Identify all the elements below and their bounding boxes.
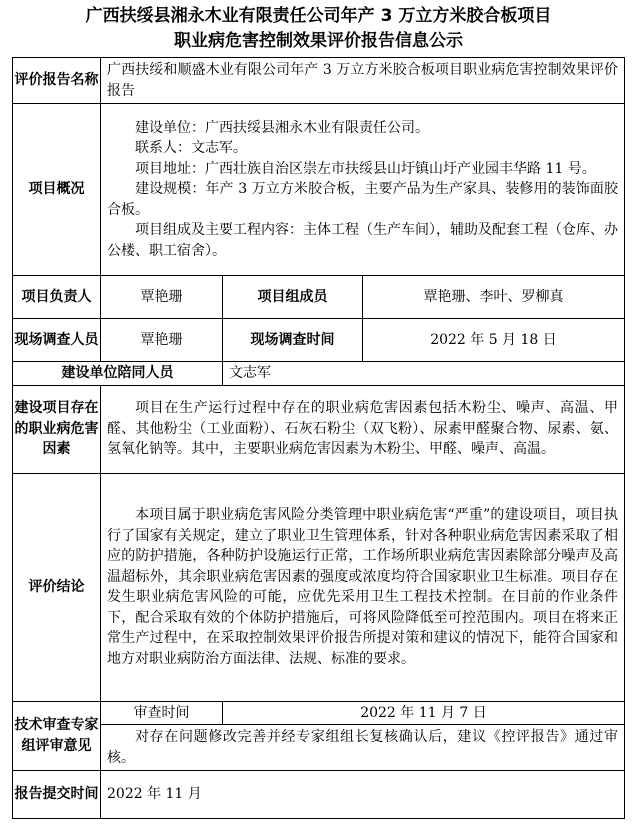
table-row-leader [13,276,625,319]
hazards-text: 项目在生产运行过程中存在的职业病危害因素包括木粉尘、噪声、高温、甲醛、其他粉尘（工业面粉）、石灰石粉尘（双飞粉）、尿素甲醛聚合物、尿素、氨、氢氧化钠等。其中，主要职业病危害因素为木粉尘、甲醛、噪声、高温。 [107,400,618,458]
members-label: 项目组成员 [223,276,363,319]
table-row-overview [13,104,625,276]
overview-scale: 建设规模：年产 3 万立方米胶合板，主要产品为生产家具、装修用的装饰面胶合板。 [107,181,618,218]
overview-content [101,104,625,276]
escort-value: 文志军 [223,362,625,386]
survey-value: 覃艳珊 [101,319,223,362]
table-row-survey [13,319,625,362]
submit-value: 2022 年 11 月 [101,771,625,819]
overview-unit: 建设单位：广西扶绥县湘永木业有限责任公司。 [135,119,429,136]
conclusion-cell [101,473,625,701]
disclosure-table [12,57,625,819]
table-row-hazards [13,385,625,473]
report-name-value: 广西扶绥和顺盛木业有限公司年产 3 万立方米胶合板项目职业病危害控制效果评价报告 [101,58,625,104]
document-title [0,4,637,54]
review-opinion-cell [101,725,625,771]
report-name-label: 评价报告名称 [13,58,101,104]
leader-label: 项目负责人 [13,276,101,319]
hazards-cell [101,385,625,473]
overview-contact: 联系人：文志军。 [135,140,247,157]
hazards-label: 建设项目存在的职业病危害因素 [13,385,101,473]
conclusion-label: 评价结论 [13,473,101,701]
title-line-1: 广西扶绥县湘永木业有限责任公司年产 3 万立方米胶合板项目 [85,6,552,26]
survey-time-value: 2022 年 5 月 18 日 [363,319,625,362]
review-time-label: 审查时间 [101,701,223,725]
overview-label: 项目概况 [13,104,101,276]
members-value: 覃艳珊、李叶、罗柳真 [363,276,625,319]
review-time-value: 2022 年 11 月 7 日 [223,701,625,725]
overview-address: 项目地址：广西壮族自治区崇左市扶绥县山圩镇山圩产业园丰华路 11 号。 [135,160,596,177]
review-label: 技术审查专家组评审意见 [13,701,101,771]
table-row-conclusion [13,473,625,701]
title-line-2: 职业病危害控制效果评价报告信息公示 [174,31,463,51]
survey-time-label: 现场调查时间 [223,319,363,362]
submit-label: 报告提交时间 [13,771,101,819]
table-row-review-time [13,701,625,725]
table-row-escort [13,362,625,386]
overview-composition: 项目组成及主要工程内容：主体工程（生产车间），辅助及配套工程（仓库、办公楼、职工宿舍）。 [107,222,618,259]
survey-label: 现场调查人员 [13,319,101,362]
conclusion-text: 本项目属于职业病危害风险分类管理中职业病危害“严重”的建设项目，项目执行了国家有关规定，建立了职业卫生管理体系，针对各种职业病危害因素采取了相应的防护措施，各种防护设施运行正常，工作场所职业病危害因素除部分噪声及高温超标外，其余职业病危害因素的强度或浓度均符合国家职业卫生标准。项目存在发生职业病危害风险的可能，应优先采用卫生工程技术控制。在目前的作业条件下，配合采取有效的个体防护措施后，可将风险降低至可控范围内。项目在将来正常生产过程中，在采取控制效果评价报告所提对策和建议的情况下，能符合国家和地方对职业病防治方面法律、法规、标准的要求。 [107,507,618,667]
table-row-review-opinion [13,725,625,771]
table-row-report-name [13,58,625,104]
table-row-submit [13,771,625,819]
escort-label: 建设单位陪同人员 [13,362,223,386]
review-opinion: 对存在问题修改完善并经专家组组长复核确认后，建议《控评报告》通过审核。 [107,729,618,766]
leader-value: 覃艳珊 [101,276,223,319]
